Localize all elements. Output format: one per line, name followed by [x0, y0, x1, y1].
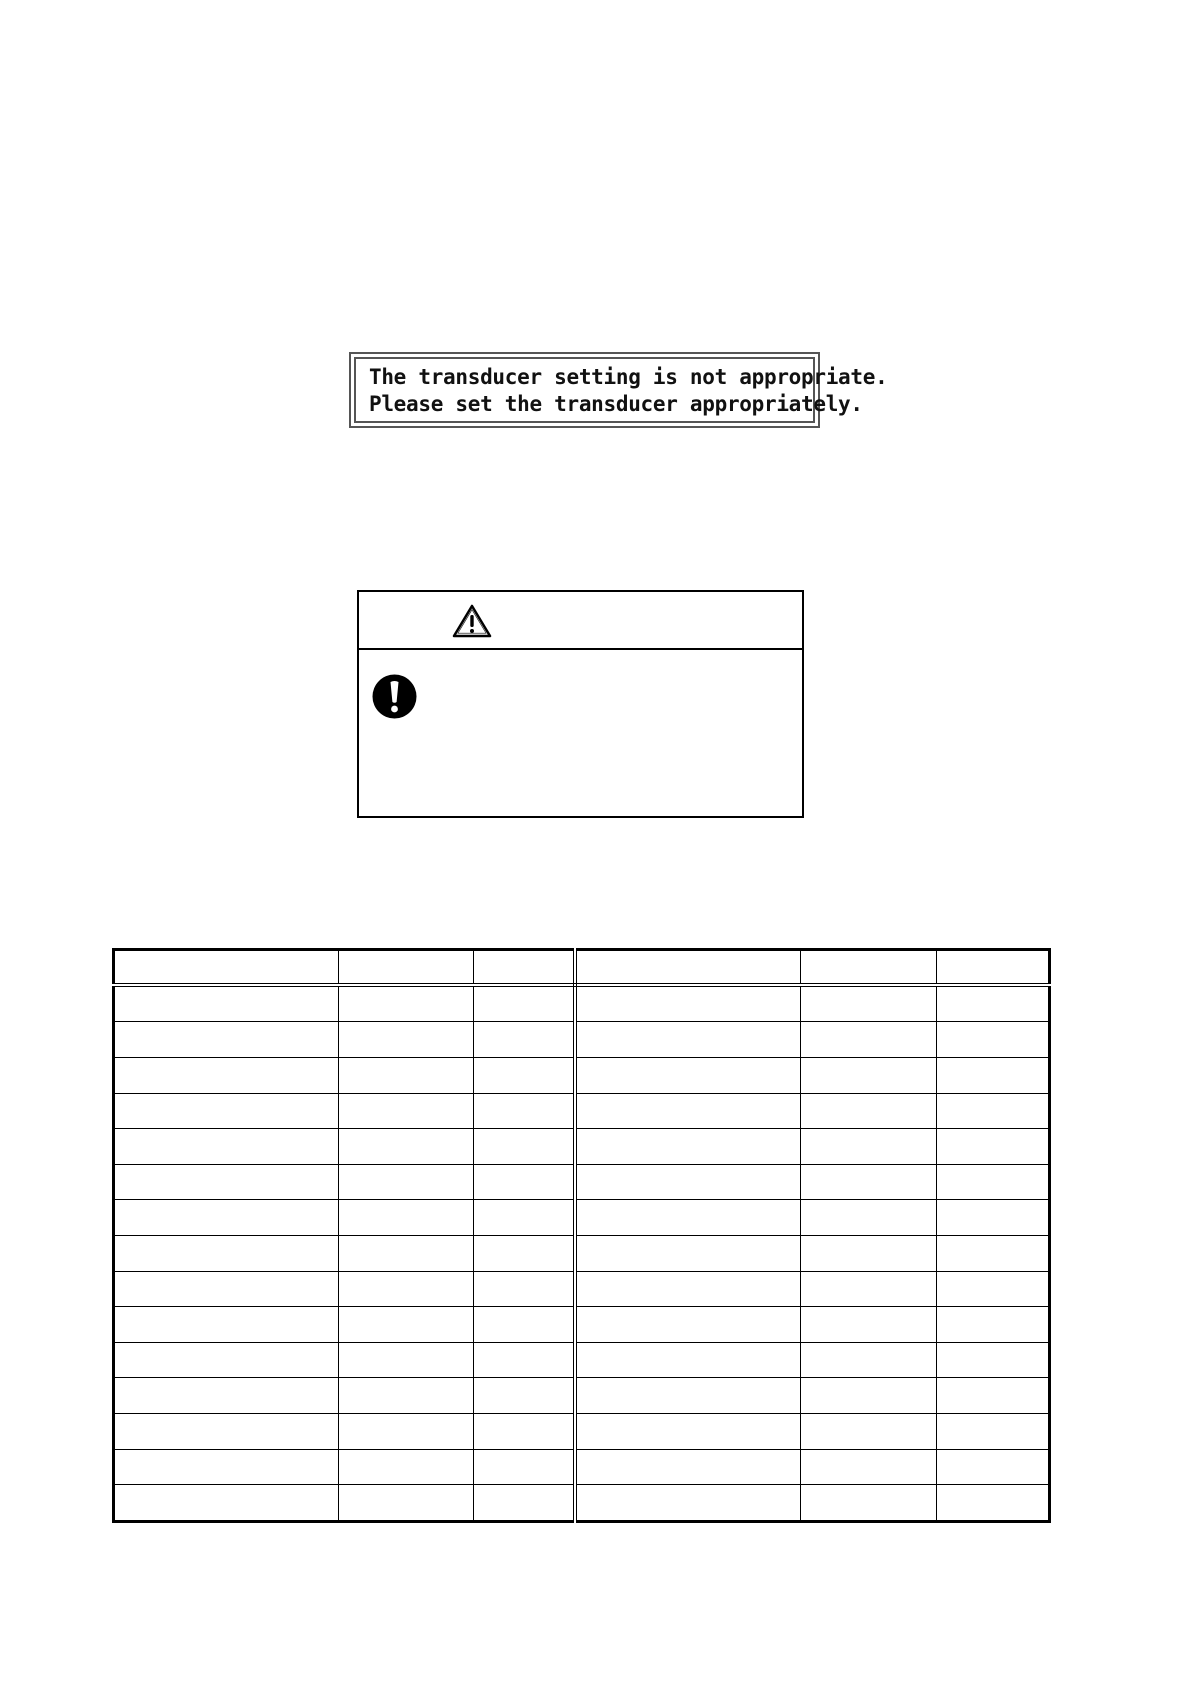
table-cell	[474, 1342, 575, 1378]
table-cell	[575, 1271, 801, 1307]
table-cell	[575, 1022, 801, 1058]
table-cell	[339, 1307, 474, 1343]
table-cell	[801, 1413, 937, 1449]
table-cell	[114, 985, 339, 1022]
table-cell	[474, 1449, 575, 1485]
table-cell	[474, 1093, 575, 1129]
table-cell	[937, 1449, 1050, 1485]
table-cell	[937, 1164, 1050, 1200]
table-cell	[339, 1022, 474, 1058]
table-cell	[114, 1093, 339, 1129]
table-cell	[339, 985, 474, 1022]
table-row	[114, 985, 1050, 1022]
table-cell	[114, 1485, 339, 1522]
table-cell	[937, 1022, 1050, 1058]
table-row	[114, 1485, 1050, 1522]
table-cell	[474, 1057, 575, 1093]
table-cell	[474, 1129, 575, 1165]
table-cell	[937, 1129, 1050, 1165]
table-cell	[339, 1413, 474, 1449]
table-cell	[114, 1129, 339, 1165]
table-cell	[801, 1307, 937, 1343]
table-cell	[937, 1413, 1050, 1449]
table-cell	[801, 1057, 937, 1093]
table-cell	[339, 1093, 474, 1129]
mandatory-action-icon	[372, 674, 417, 719]
table-cell	[114, 1307, 339, 1343]
table-cell	[575, 1200, 801, 1236]
table-cell	[474, 1271, 575, 1307]
table-header-row	[114, 950, 1050, 985]
table-cell	[474, 1378, 575, 1414]
data-table	[112, 948, 1051, 1523]
table-row	[114, 1307, 1050, 1343]
table-cell	[114, 1057, 339, 1093]
table-cell	[114, 1413, 339, 1449]
message-line-1: The transducer setting is not appropriate.	[369, 365, 888, 389]
table-cell	[575, 1093, 801, 1129]
table-cell	[339, 1200, 474, 1236]
table-cell	[801, 1164, 937, 1200]
table-cell	[575, 1342, 801, 1378]
warning-triangle-icon	[451, 603, 493, 639]
table-header-cell	[474, 950, 575, 985]
table-row	[114, 1129, 1050, 1165]
table-cell	[339, 1235, 474, 1271]
table-cell	[801, 985, 937, 1022]
message-box-inner	[354, 357, 888, 423]
table-row	[114, 1271, 1050, 1307]
table-cell	[937, 1235, 1050, 1271]
table-cell	[474, 1200, 575, 1236]
table-row	[114, 1378, 1050, 1414]
table-cell	[801, 1449, 937, 1485]
table-cell	[575, 1485, 801, 1522]
table-cell	[575, 1057, 801, 1093]
table-cell	[937, 1200, 1050, 1236]
table-row	[114, 1413, 1050, 1449]
table-cell	[339, 1342, 474, 1378]
table-cell	[575, 1164, 801, 1200]
table-cell	[801, 1271, 937, 1307]
table-cell	[801, 1342, 937, 1378]
table-header-cell	[339, 950, 474, 985]
table-cell	[339, 1378, 474, 1414]
caution-panel	[357, 590, 804, 818]
table-cell	[114, 1271, 339, 1307]
table-cell	[339, 1164, 474, 1200]
table-row	[114, 1022, 1050, 1058]
table-cell	[114, 1235, 339, 1271]
table-cell	[114, 1378, 339, 1414]
table-row	[114, 1164, 1050, 1200]
table-cell	[937, 1342, 1050, 1378]
table-cell	[575, 985, 801, 1022]
table-cell	[937, 1093, 1050, 1129]
table-cell	[474, 1164, 575, 1200]
table-cell	[114, 1449, 339, 1485]
table-cell	[937, 1271, 1050, 1307]
table-cell	[575, 1413, 801, 1449]
table-header-cell	[937, 950, 1050, 985]
table-row	[114, 1235, 1050, 1271]
table-cell	[339, 1057, 474, 1093]
table-header-cell	[114, 950, 339, 985]
table-cell	[937, 985, 1050, 1022]
table-cell	[114, 1022, 339, 1058]
table-cell	[575, 1235, 801, 1271]
table-cell	[339, 1271, 474, 1307]
table-cell	[474, 1307, 575, 1343]
table-header-cell	[801, 950, 937, 985]
table-cell	[339, 1129, 474, 1165]
table-cell	[937, 1057, 1050, 1093]
table-cell	[575, 1129, 801, 1165]
table-cell	[474, 1485, 575, 1522]
table-cell	[114, 1342, 339, 1378]
table-cell	[801, 1235, 937, 1271]
table-row	[114, 1093, 1050, 1129]
table-cell	[474, 985, 575, 1022]
table-cell	[575, 1307, 801, 1343]
table-cell	[801, 1485, 937, 1522]
caution-body	[359, 650, 802, 818]
table-row	[114, 1200, 1050, 1236]
table-cell	[575, 1378, 801, 1414]
table-cell	[114, 1200, 339, 1236]
message-line-2: Please set the transducer appropriately.	[369, 392, 863, 416]
table-cell	[339, 1449, 474, 1485]
table-cell	[114, 1164, 339, 1200]
table-cell	[801, 1129, 937, 1165]
table-row	[114, 1342, 1050, 1378]
caution-header	[359, 592, 802, 650]
table-cell	[801, 1200, 937, 1236]
table-cell	[474, 1022, 575, 1058]
table-row	[114, 1449, 1050, 1485]
table-cell	[801, 1093, 937, 1129]
table-cell	[937, 1485, 1050, 1522]
table-cell	[474, 1235, 575, 1271]
table-cell	[339, 1485, 474, 1522]
table-header-cell	[575, 950, 801, 985]
table-cell	[937, 1307, 1050, 1343]
table-cell	[937, 1378, 1050, 1414]
transducer-message-box	[349, 352, 888, 428]
table-cell	[801, 1378, 937, 1414]
table-cell	[575, 1449, 801, 1485]
table-cell	[474, 1413, 575, 1449]
table-cell	[801, 1022, 937, 1058]
table-row	[114, 1057, 1050, 1093]
